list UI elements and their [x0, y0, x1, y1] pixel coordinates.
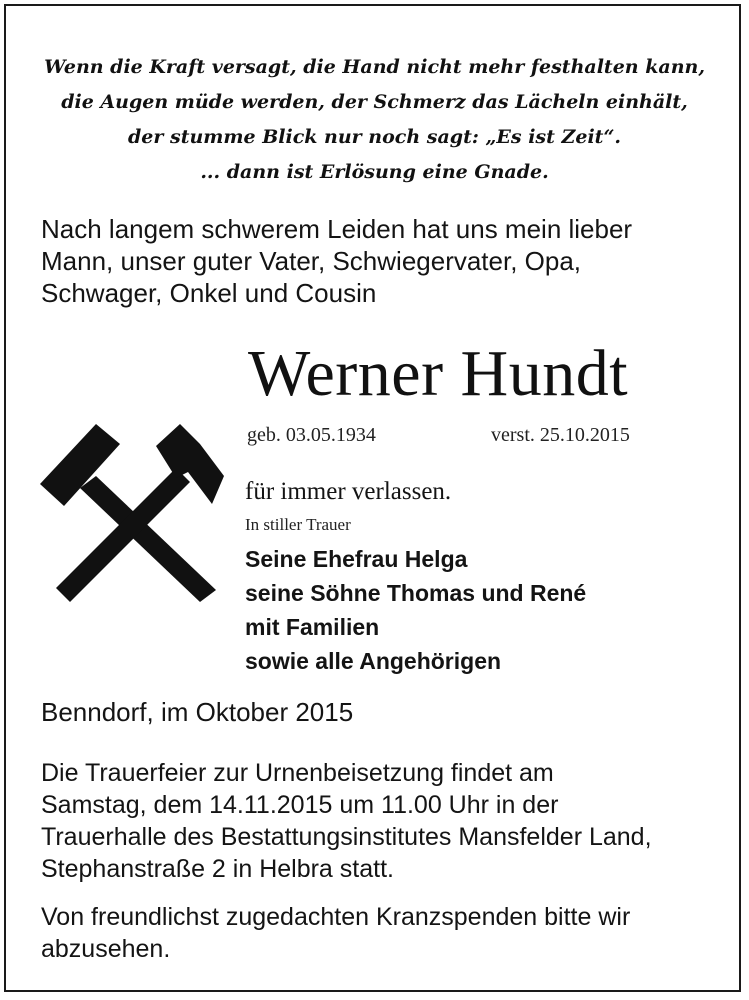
mourning-label: In stiller Trauer [245, 515, 351, 534]
deceased-name: Werner Hundt [248, 337, 629, 410]
ceremony-line: Die Trauerfeier zur Urnenbeisetzung findet am [41, 759, 554, 787]
poem-line: ... dann ist Erlösung eine Gnade. [200, 161, 549, 183]
intro-text [41, 213, 632, 309]
ceremony-info [41, 757, 652, 885]
poem-line: die Augen müde werden, der Schmerz das Lächeln einhält, [61, 91, 688, 113]
birth-date: geb. 03.05.1934 [247, 424, 376, 446]
forever-text: für immer verlassen. [245, 478, 452, 505]
poem-line: Wenn die Kraft versagt, die Hand nicht mehr festhalten kann, [44, 56, 705, 78]
hammer-and-pick-icon [40, 416, 232, 602]
ceremony-line: Samstag, dem 14.11.2015 um 11.00 Uhr in der [41, 791, 559, 819]
death-date: verst. 25.10.2015 [491, 424, 630, 446]
wreath-line: Von freundlichst zugedachten Kranzspenden bitte wir [41, 903, 631, 931]
family-list [245, 542, 586, 678]
intro-line: Nach langem schwerem Leiden hat uns mein lieber [41, 214, 633, 244]
wreath-line: abzusehen. [41, 935, 171, 963]
ceremony-line: Trauerhalle des Bestattungsinstitutes Mansfelder Land, [41, 823, 652, 851]
wreath-note [41, 901, 630, 965]
place-date: Benndorf, im Oktober 2015 [41, 697, 354, 727]
intro-line: Mann, unser guter Vater, Schwiegervater, Opa, [41, 246, 582, 276]
family-line: sowie alle Angehörigen [245, 648, 502, 674]
intro-line: Schwager, Onkel und Cousin [41, 278, 377, 308]
poem-line: der stumme Blick nur noch sagt: „Es ist Zeit“. [128, 126, 621, 148]
poem [0, 50, 749, 190]
family-line: seine Söhne Thomas und René [245, 580, 587, 606]
ceremony-line: Stephanstraße 2 in Helbra statt. [41, 855, 394, 883]
family-line: mit Familien [245, 614, 380, 640]
family-line: Seine Ehefrau Helga [245, 546, 468, 572]
